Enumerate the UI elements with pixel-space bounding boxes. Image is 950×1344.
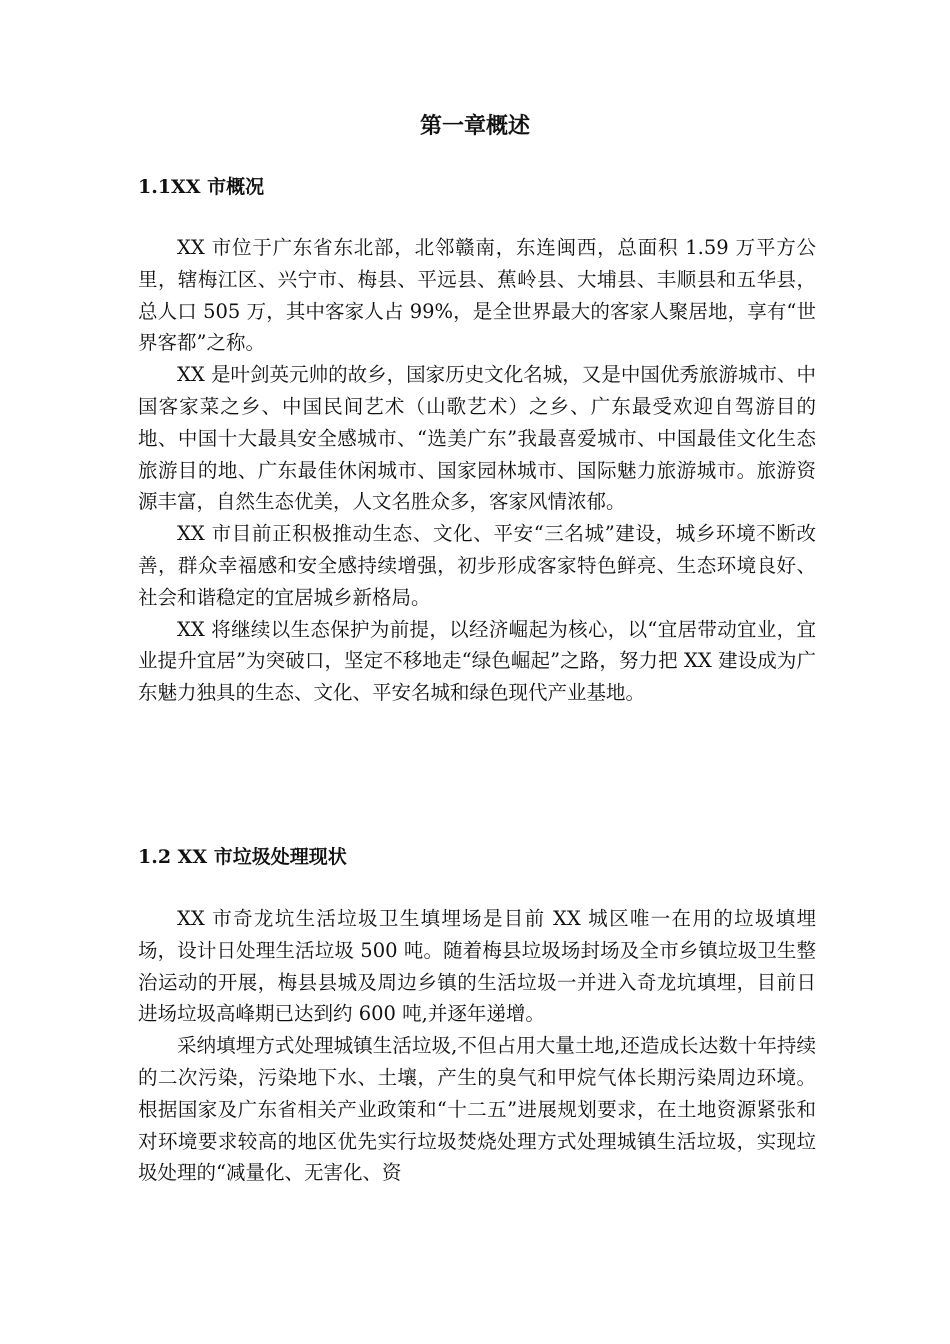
paragraph: XX 市目前正积极推动生态、文化、平安“三名城”建设，城乡环境不断改善，群众幸福感和安全感持续增强，初步形成客家特色鲜亮、生态环境良好、社会和谐稳定的宜居城乡新格局。 — [138, 522, 816, 609]
section-heading-1-2: 1.2 XX 市垃圾处理现状 — [138, 846, 347, 868]
paragraph: 采纳填埋方式处理城镇生活垃圾,不但占用大量土地,还造成长达数十年持续的二次污染，污染地下水、土壤，产生的臭气和甲烷气体长期污染周边环境。根据国家及广东省相关产业政策和“十二五”进展规划要求，在土地资源紧张和对环境要求较高的地区优先实行垃圾焚烧处理方式处理城镇生活垃圾，实现垃圾处理的“减量化、无害化、资 — [138, 1034, 816, 1185]
section-body-1-2 — [138, 903, 816, 1189]
chapter-title: 第一章概述 — [419, 113, 530, 139]
paragraph: XX 市位于广东省东北部，北邻赣南，东连闽西，总面积 1.59 万平方公里，辖梅江区、兴宁市、梅县、平远县、蕉岭县、大埔县、丰顺县和五华县，总人口 505 万，其中客家人占 99%，是全世界最大的客家人聚居地，享有“世界客都”之称。 — [138, 236, 816, 355]
section-body-1-1 — [138, 232, 816, 709]
section-heading-1-1: 1.1XX 市概况 — [138, 176, 265, 198]
paragraph: XX 市奇龙坑生活垃圾卫生填埋场是目前 XX 城区唯一在用的垃圾填埋场，设计日处理生活垃圾 500 吨。随着梅县垃圾场封场及全市乡镇垃圾卫生整治运动的开展，梅县县城及周边乡镇的生活垃圾一并进入奇龙坑填埋，目前日进场垃圾高峰期已达到约 600 吨,并逐年递增。 — [138, 907, 816, 1026]
paragraph: XX 是叶剑英元帅的故乡，国家历史文化名城，又是中国优秀旅游城市、中国客家菜之乡、中国民间艺术（山歌艺术）之乡、广东最受欢迎自驾游目的地、中国十大最具安全感城市、“选美广东”我最喜爱城市、中国最佳文化生态旅游目的地、广东最佳休闲城市、国家园林城市、国际魅力旅游城市。旅游资源丰富，自然生态优美，人文名胜众多，客家风情浓郁。 — [138, 363, 816, 514]
paragraph: XX 将继续以生态保护为前提，以经济崛起为核心，以“宜居带动宜业，宜业提升宜居”为突破口，坚定不移地走“绿色崛起”之路，努力把 XX 建设成为广东魅力独具的生态、文化、平安名城和绿色现代产业基地。 — [138, 617, 816, 705]
